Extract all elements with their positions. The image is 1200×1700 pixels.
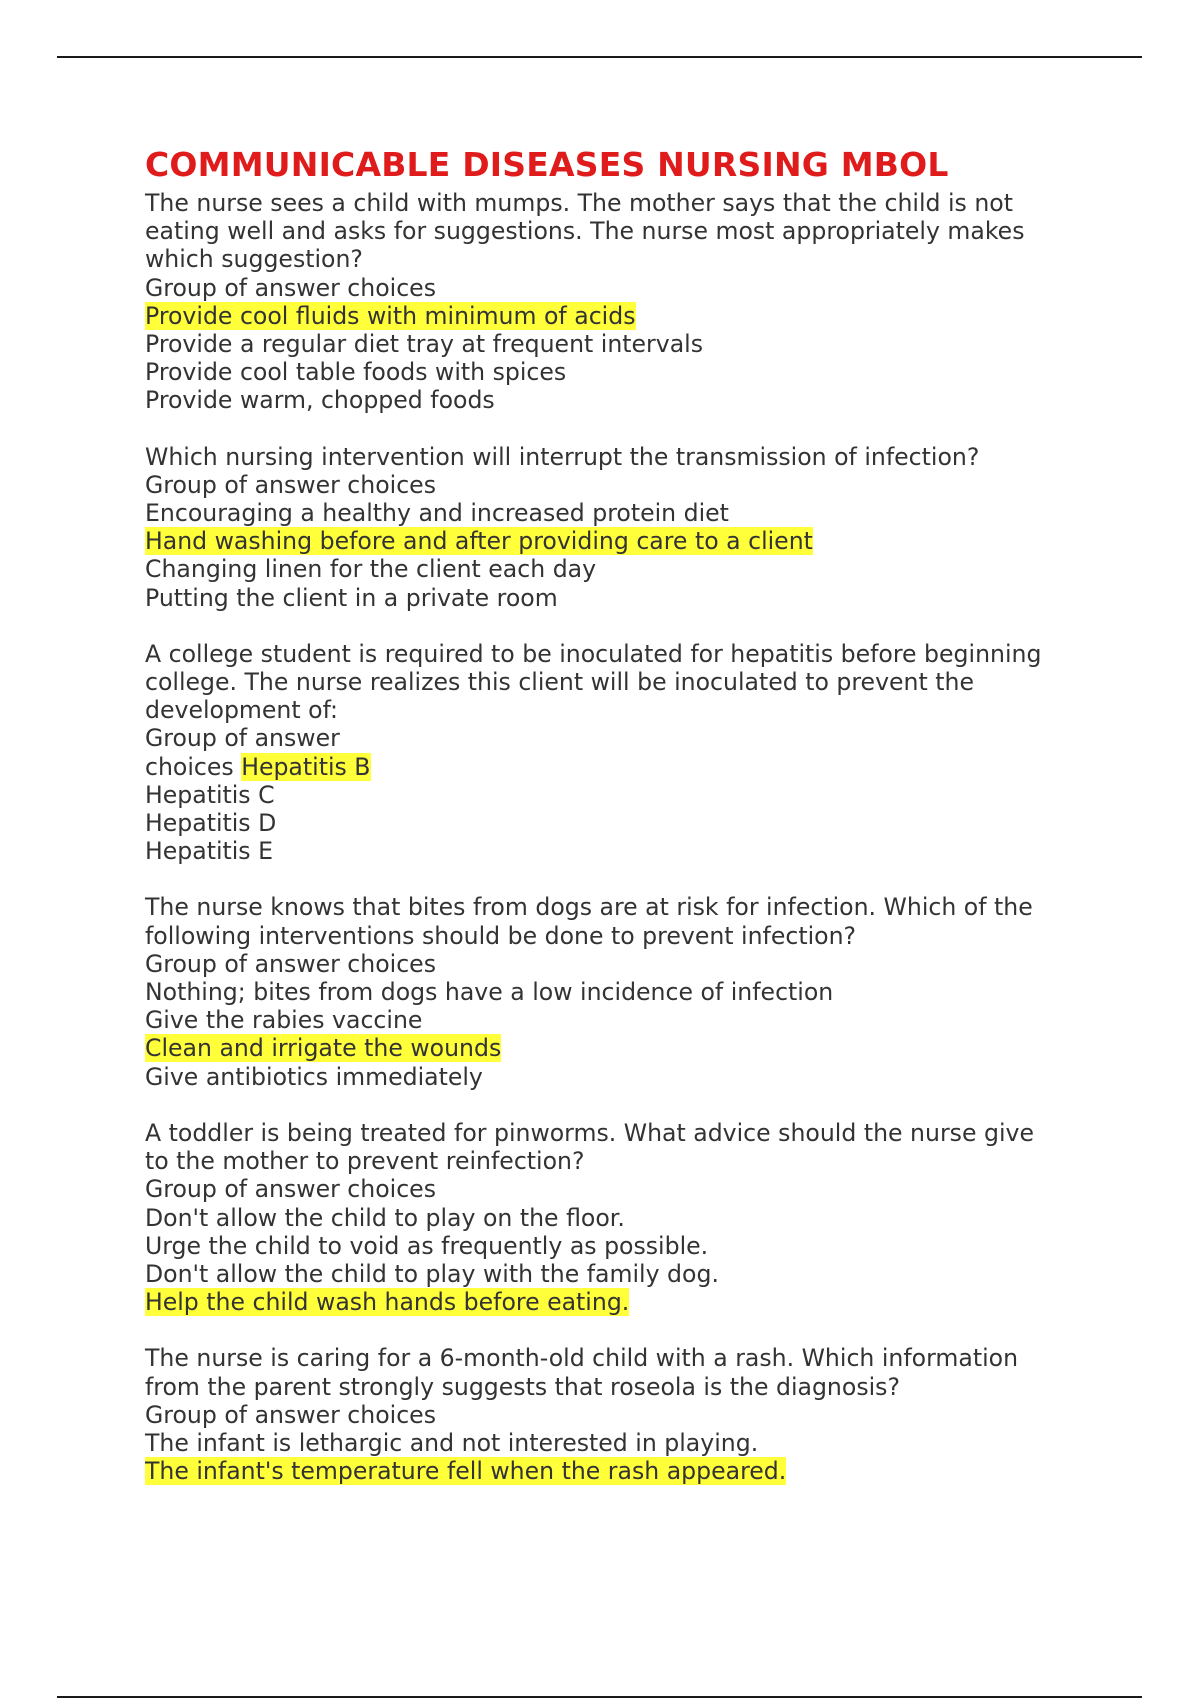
question-5 [145,1119,1085,1316]
answer-choice: Provide a regular diet tray at frequent intervals [145,330,704,359]
answer-group-label: Group of answer choices [145,949,436,978]
answer-choice-correct [145,302,1085,330]
question-4 [145,893,1085,1090]
header-rule [57,56,1142,58]
answer-choice: Hepatitis D [145,809,277,838]
question-stem-line: to the mother to prevent reinfection? [145,1147,585,1176]
answer-choice: Provide cool table foods with spices [145,358,567,387]
answer-group-label: Group of answer [145,724,340,753]
question-3 [145,640,1085,866]
question-1 [145,189,1085,415]
answer-choice: Give antibiotics immediately [145,1062,483,1091]
answer-choice-correct [145,753,1085,781]
highlighted-answer: Clean and irrigate the wounds [145,1034,502,1063]
highlighted-answer: Hepatitis B [241,752,371,781]
question-stem-line: from the parent strongly suggests that roseola is the diagnosis? [145,1372,900,1401]
answer-choice: Putting the client in a private room [145,583,558,612]
answer-group-label: Group of answer choices [145,470,436,499]
question-stem-line: following interventions should be done to prevent infection? [145,921,857,950]
answer-group-label: choices [145,752,234,781]
answer-choice-correct [145,527,1085,555]
question-stem-line: Which nursing intervention will interrupt the transmission of infection? [145,442,980,471]
document-body [145,143,1085,1513]
answer-group-label: Group of answer choices [145,273,436,302]
highlighted-answer: Help the child wash hands before eating. [145,1288,630,1317]
answer-choice: Provide warm, chopped foods [145,386,495,415]
answer-choice: Urge the child to void as frequently as possible. [145,1231,709,1260]
highlighted-answer: Hand washing before and after providing care to a client [145,527,813,556]
question-6 [145,1344,1085,1485]
answer-choice-correct [145,1288,1085,1316]
highlighted-answer: The infant's temperature fell when the rash appeared. [145,1457,787,1486]
answer-choice: The infant is lethargic and not interested in playing. [145,1428,759,1457]
footer-rule [57,1696,1142,1698]
answer-choice: Nothing; bites from dogs have a low incidence of infection [145,978,834,1007]
highlighted-answer: Provide cool fluids with minimum of acids [145,301,636,330]
question-stem-line: development of: [145,696,338,725]
answer-choice: Hepatitis C [145,780,275,809]
question-stem-line: The nurse knows that bites from dogs are at risk for infection. Which of the [145,893,1033,922]
answer-choice: Encouraging a healthy and increased protein diet [145,499,729,528]
answer-choice: Don't allow the child to play on the floor. [145,1203,625,1232]
question-stem-line: A college student is required to be inoculated for hepatitis before beginning [145,639,1042,668]
answer-choice: Don't allow the child to play with the family dog. [145,1259,719,1288]
answer-choice: Changing linen for the client each day [145,555,597,584]
answer-choice: Give the rabies vaccine [145,1006,423,1035]
question-stem-line: A toddler is being treated for pinworms. What advice should the nurse give [145,1118,1034,1147]
question-stem-line: The nurse is caring for a 6-month-old child with a rash. Which information [145,1344,1019,1373]
question-stem-line: which suggestion? [145,245,363,274]
question-stem-line: The nurse sees a child with mumps. The mother says that the child is not [145,189,1013,217]
answer-group-label: Group of answer choices [145,1400,436,1429]
answer-choice-correct [145,1034,1085,1062]
question-stem-line: eating well and asks for suggestions. The nurse most appropriately makes [145,217,1025,246]
answer-group-label: Group of answer choices [145,1175,436,1204]
answer-choice-correct [145,1457,1085,1485]
question-stem-line: college. The nurse realizes this client will be inoculated to prevent the [145,668,974,697]
document-title: COMMUNICABLE DISEASES NURSING MBOL [145,145,949,184]
answer-choice: Hepatitis E [145,837,274,866]
question-2 [145,443,1085,612]
